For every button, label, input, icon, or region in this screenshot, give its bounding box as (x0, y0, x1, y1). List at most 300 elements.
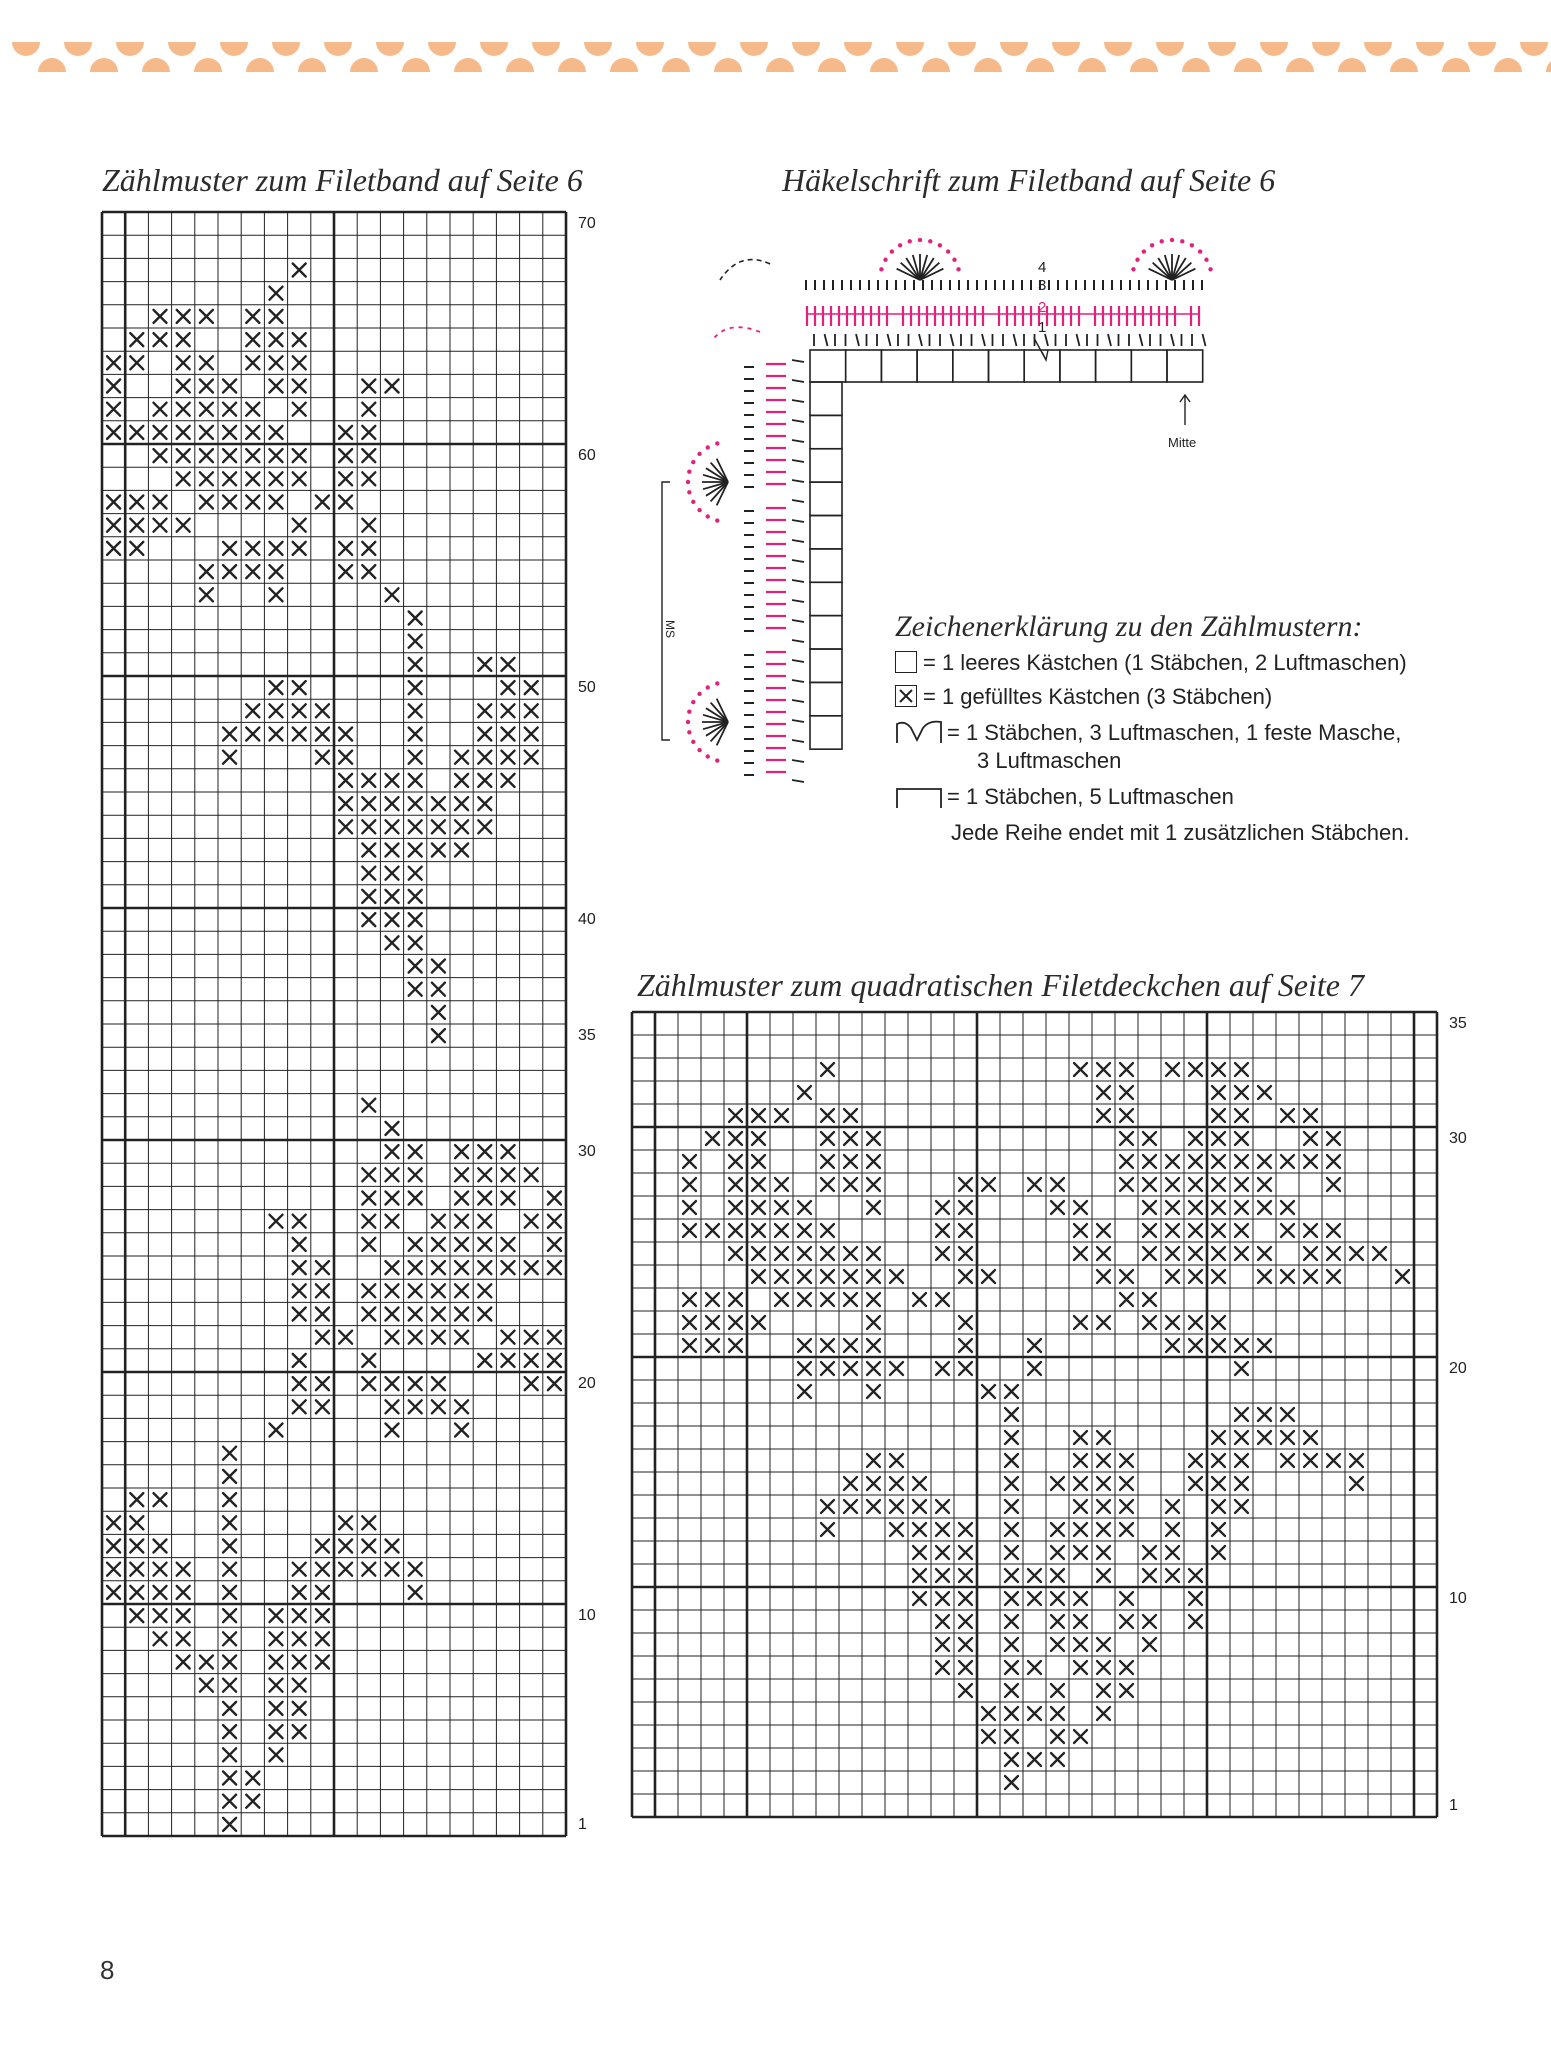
chart2-filled-cell (1258, 1247, 1271, 1260)
chart1-filled-cell (293, 519, 306, 532)
border-scallop (636, 42, 664, 56)
chart1-filled-cell (386, 1563, 399, 1576)
chart1-filled-cell (270, 704, 283, 717)
chart1-filled-cell (525, 728, 538, 741)
chart2-filled-cell (1189, 1247, 1202, 1260)
chart2-filled-cell (1258, 1431, 1271, 1444)
border-scallop (1260, 42, 1288, 56)
border-scallop (428, 42, 456, 56)
chart2-filled-cell (821, 1109, 834, 1122)
crochet-vertical-box (810, 549, 842, 582)
chart1-filled-cell (362, 890, 375, 903)
chart2-filled-cell (867, 1132, 880, 1145)
chart2-filled-cell (844, 1109, 857, 1122)
chart2-filled-cell (1327, 1270, 1340, 1283)
chart2-filled-cell (844, 1362, 857, 1375)
chart1-filled-cell (455, 1238, 468, 1251)
chart1-filled-cell (409, 1400, 422, 1413)
chart2-filled-cell (1235, 1155, 1248, 1168)
chart2-grid (630, 1010, 1490, 1850)
chart1-filled-cell (478, 704, 491, 717)
chart1-filled-cell (409, 1261, 422, 1274)
chart1-filled-cell (107, 380, 120, 393)
crochet-side-row1 (792, 400, 804, 402)
chart1-filled-cell (409, 890, 422, 903)
border-scallop (766, 58, 794, 72)
chart1-filled-cell (386, 1424, 399, 1437)
chart2-filled-cell (867, 1178, 880, 1191)
border-scallop (714, 58, 742, 72)
chart1-filled-cell (362, 519, 375, 532)
chart1-filled-cell (409, 844, 422, 857)
chart2-filled-cell (821, 1293, 834, 1306)
chart1-filled-cell (409, 1284, 422, 1297)
chart2-filled-cell (959, 1270, 972, 1283)
chart1-filled-cell (293, 542, 306, 555)
chart2-filled-cell (821, 1362, 834, 1375)
chart1-filled-cell (270, 380, 283, 393)
chart1-filled-cell (455, 820, 468, 833)
border-scallop (1546, 58, 1551, 72)
chart2-axis-label: 30 (1449, 1130, 1467, 1147)
border-scallop (506, 58, 534, 72)
chart1-filled-cell (362, 844, 375, 857)
border-scallop (896, 42, 924, 56)
chart2-filled-cell (1005, 1776, 1018, 1789)
chart1-filled-cell (432, 1308, 445, 1321)
crochet-side-row1 (792, 480, 804, 482)
chart2-filled-cell (1074, 1063, 1087, 1076)
chart1-filled-cell (386, 1168, 399, 1181)
chart2-filled-cell (1235, 1500, 1248, 1513)
chart1-filled-cell (455, 751, 468, 764)
chart2-filled-cell (1166, 1316, 1179, 1329)
chart2-filled-cell (1074, 1523, 1087, 1536)
chart1-filled-cell (409, 1168, 422, 1181)
chart1-filled-cell (362, 797, 375, 810)
chart1-filled-cell (386, 1192, 399, 1205)
chart1-filled-cell (246, 333, 259, 346)
chart2-filled-cell (1074, 1546, 1087, 1559)
chart2-filled-cell (1097, 1500, 1110, 1513)
chart2-filled-cell (1120, 1684, 1133, 1697)
chart1-filled-cell (502, 1354, 515, 1367)
border-scallop (1130, 58, 1158, 72)
border-scallop (688, 42, 716, 56)
chart2-filled-cell (1074, 1661, 1087, 1674)
chart1-filled-cell (432, 1215, 445, 1228)
chart1-filled-cell (177, 380, 190, 393)
chart1-filled-cell (525, 1168, 538, 1181)
chart2-filled-cell (913, 1500, 926, 1513)
chart2-filled-cell (1005, 1385, 1018, 1398)
chart1-filled-cell (362, 774, 375, 787)
chart1-filled-cell (270, 565, 283, 578)
chart1-filled-cell (386, 380, 399, 393)
chart2-filled-cell (844, 1270, 857, 1283)
chart2-filled-cell (1005, 1546, 1018, 1559)
chart1-axis-label: 35 (578, 1027, 596, 1044)
chart1-filled-cell (386, 1122, 399, 1135)
chart2-filled-cell (1097, 1316, 1110, 1329)
chart2-filled-cell (1120, 1293, 1133, 1306)
chart2-filled-cell (729, 1247, 742, 1260)
chart2-filled-cell (1304, 1431, 1317, 1444)
chart2-filled-cell (1281, 1431, 1294, 1444)
chart1-filled-cell (130, 519, 143, 532)
chart1-filled-cell (409, 1238, 422, 1251)
chart2-axis-label: 35 (1449, 1015, 1467, 1032)
crochet-side-row1 (792, 780, 804, 782)
chart1-filled-cell (293, 1261, 306, 1274)
chart2-filled-cell (1120, 1615, 1133, 1628)
chart2-filled-cell (1396, 1270, 1409, 1283)
chart2-filled-cell (1304, 1270, 1317, 1283)
chart1-filled-cell (293, 403, 306, 416)
chart1-filled-cell (455, 1215, 468, 1228)
border-scallop (324, 42, 352, 56)
crochet-vertical-box (810, 482, 842, 515)
chart1-filled-cell (293, 681, 306, 694)
chart2-filled-cell (1097, 1684, 1110, 1697)
crochet-side-row1 (792, 600, 804, 602)
chart2-filled-cell (729, 1132, 742, 1145)
chart2-filled-cell (890, 1270, 903, 1283)
chart2-filled-cell (1235, 1362, 1248, 1375)
crochet-row1-stitch (1171, 334, 1174, 346)
chart2-filled-cell (798, 1385, 811, 1398)
chart2-filled-cell (1189, 1270, 1202, 1283)
chart1-filled-cell (339, 1563, 352, 1576)
chart2-filled-cell (1120, 1523, 1133, 1536)
border-scallop (194, 58, 222, 72)
chart1-filled-cell (386, 797, 399, 810)
chart2-filled-cell (683, 1224, 696, 1237)
legend-text-picot: = 1 Stäbchen, 3 Luftmaschen, 1 feste Masche, (947, 720, 1402, 745)
chart1-filled-cell (362, 1540, 375, 1553)
chart2-filled-cell (798, 1270, 811, 1283)
chart2-filled-cell (1028, 1339, 1041, 1352)
chart2-filled-cell (752, 1155, 765, 1168)
legend-text-filled: = 1 gefülltes Kästchen (3 Stäbchen) (923, 684, 1273, 709)
chart1-filled-cell (177, 449, 190, 462)
chart1-filled-cell (432, 844, 445, 857)
chart1-filled-cell (293, 704, 306, 717)
chart1-filled-cell (362, 1354, 375, 1367)
chart2-filled-cell (1304, 1109, 1317, 1122)
chart2-filled-cell (821, 1063, 834, 1076)
chart2-filled-cell (1120, 1661, 1133, 1674)
chart2-filled-cell (1051, 1638, 1064, 1651)
chart1-filled-cell (478, 1261, 491, 1274)
chart1-filled-cell (177, 1609, 190, 1622)
chart2-filled-cell (1143, 1224, 1156, 1237)
border-scallop (376, 42, 404, 56)
chart1-filled-cell (409, 820, 422, 833)
chart1-filled-cell (130, 1516, 143, 1529)
chart2-filled-cell (1212, 1155, 1225, 1168)
chart1-filled-cell (130, 496, 143, 509)
chart2-filled-cell (1097, 1638, 1110, 1651)
chart2-filled-cell (1235, 1339, 1248, 1352)
chart1-filled-cell (177, 1586, 190, 1599)
chart1-grid (100, 210, 620, 1850)
crochet-side-row1 (792, 580, 804, 582)
chart1-filled-cell (502, 774, 515, 787)
chart2-filled-cell (1327, 1132, 1340, 1145)
chart1-filled-cell (339, 449, 352, 462)
chart2-filled-cell (1212, 1132, 1225, 1145)
chart1-filled-cell (432, 983, 445, 996)
border-scallop (662, 58, 690, 72)
chart2-filled-cell (1143, 1155, 1156, 1168)
chart2-filled-cell (913, 1592, 926, 1605)
chart2-filled-cell (1212, 1339, 1225, 1352)
chart1-filled-cell (177, 426, 190, 439)
chart1-filled-cell (362, 1516, 375, 1529)
chart1-filled-cell (362, 1238, 375, 1251)
chart1-filled-cell (386, 1215, 399, 1228)
chart1-filled-cell (154, 519, 167, 532)
chart2-filled-cell (936, 1569, 949, 1582)
border-scallop (818, 58, 846, 72)
crochet-row1-stitch (856, 334, 859, 346)
chart2-filled-cell (890, 1500, 903, 1513)
chart1-filled-cell (270, 310, 283, 323)
border-scallop (480, 42, 508, 56)
chart1-filled-cell (270, 1679, 283, 1692)
chart1-filled-cell (293, 1679, 306, 1692)
chart2-filled-cell (1074, 1500, 1087, 1513)
chart2-filled-cell (1212, 1178, 1225, 1191)
chart1-filled-cell (502, 1168, 515, 1181)
chart1-filled-cell (386, 1284, 399, 1297)
chart2-filled-cell (1166, 1063, 1179, 1076)
chart2-axis-label: 20 (1449, 1360, 1467, 1377)
crochet-side-row1 (792, 440, 804, 442)
crochet-side-row1 (792, 700, 804, 702)
chart2-filled-cell (752, 1270, 765, 1283)
chart1-filled-cell (107, 1586, 120, 1599)
chart2-filled-cell (1258, 1408, 1271, 1421)
chart2-filled-cell (706, 1132, 719, 1145)
crochet-corner-arc (720, 260, 770, 280)
chart1-filled-cell (246, 565, 259, 578)
legend-row-picot-cont (895, 748, 1455, 784)
chart2-filled-cell (1166, 1569, 1179, 1582)
chart2-filled-cell (1051, 1477, 1064, 1490)
chart1-filled-cell (200, 565, 213, 578)
chart1-filled-cell (478, 1215, 491, 1228)
chart1-filled-cell (409, 1586, 422, 1599)
chart1-filled-cell (107, 519, 120, 532)
chart2-filled-cell (890, 1523, 903, 1536)
border-scallop (1000, 42, 1028, 56)
chart2-title: Zählmuster zum quadratischen Filetdeckchen auf Seite 7 (637, 967, 1364, 1003)
chart1-filled-cell (177, 310, 190, 323)
chart1-filled-cell (223, 380, 236, 393)
chart2-filled-cell (683, 1178, 696, 1191)
chart1-filled-cell (223, 1656, 236, 1669)
chart2-filled-cell (936, 1201, 949, 1214)
chart1-filled-cell (293, 1586, 306, 1599)
chart1-filled-cell (455, 1284, 468, 1297)
crochet-side-row1 (792, 720, 804, 722)
chart1-filled-cell (386, 936, 399, 949)
chart1-filled-cell (107, 403, 120, 416)
chart1-filled-cell (130, 1540, 143, 1553)
chart1-filled-cell (455, 1424, 468, 1437)
crochet-vertical-box (810, 582, 842, 615)
chart2-filled-cell (867, 1270, 880, 1283)
chart2-filled-cell (821, 1247, 834, 1260)
chart2-filled-cell (982, 1730, 995, 1743)
chart1-filled-cell (525, 681, 538, 694)
chart1-filled-cell (154, 1540, 167, 1553)
chart2-filled-cell (729, 1339, 742, 1352)
chart2-filled-cell (1074, 1454, 1087, 1467)
chart1-filled-cell (270, 1632, 283, 1645)
chart2-filled-cell (959, 1178, 972, 1191)
chart2-filled-cell (959, 1316, 972, 1329)
chart2-filled-cell (1120, 1477, 1133, 1490)
chart1-filled-cell (316, 1609, 329, 1622)
chart2-filled-cell (798, 1247, 811, 1260)
chart2-filled-cell (1051, 1684, 1064, 1697)
chart2-filled-cell (1258, 1270, 1271, 1283)
chart2-filled-cell (1212, 1270, 1225, 1283)
chart2-filled-cell (1166, 1224, 1179, 1237)
chart1-filled-cell (130, 426, 143, 439)
crochet-fan (686, 441, 728, 522)
crochet-fan (686, 681, 728, 762)
chart1-filled-cell (316, 1563, 329, 1576)
crochet-horizontal-box (881, 350, 917, 382)
chart2-filled-cell (1212, 1086, 1225, 1099)
crochet-vertical-box (810, 649, 842, 682)
chart1-filled-cell (293, 1632, 306, 1645)
chart1-filled-cell (339, 728, 352, 741)
empty-square-icon (895, 651, 917, 673)
chart1-filled-cell (200, 310, 213, 323)
chart1-filled-cell (409, 658, 422, 671)
border-scallop (740, 42, 768, 56)
chart1-filled-cell (548, 1215, 561, 1228)
chart2-filled-cell (1028, 1707, 1041, 1720)
crochet-vertical-box (810, 716, 842, 749)
crochet-side-row1 (792, 680, 804, 682)
chart1-title: Zählmuster zum Filetband auf Seite 6 (102, 162, 583, 198)
chart1-axis-label: 40 (578, 911, 596, 928)
chart1-filled-cell (270, 287, 283, 300)
chart2-filled-cell (1327, 1224, 1340, 1237)
chart2-filled-cell (1258, 1178, 1271, 1191)
chart1-filled-cell (409, 913, 422, 926)
chart1-filled-cell (362, 403, 375, 416)
crochet-horizontal-box (1060, 350, 1096, 382)
chart1-filled-cell (525, 1377, 538, 1390)
chart2-filled-cell (1166, 1339, 1179, 1352)
chart1-filled-cell (293, 449, 306, 462)
chart1-filled-cell (223, 565, 236, 578)
chart2-filled-cell (1005, 1753, 1018, 1766)
chart1-filled-cell (362, 1215, 375, 1228)
chart1-filled-cell (177, 519, 190, 532)
chart2-filled-cell (913, 1523, 926, 1536)
crochet-horizontal-box (1131, 350, 1167, 382)
chart2-filled-cell (1074, 1638, 1087, 1651)
chart1-filled-cell (223, 1470, 236, 1483)
crochet-side-row1 (792, 360, 804, 362)
chart1-filled-cell (246, 496, 259, 509)
crochet-horizontal-box (846, 350, 882, 382)
filled-square-icon (895, 685, 917, 707)
chart2-filled-cell (1005, 1431, 1018, 1444)
border-scallop (584, 42, 612, 56)
chart2-filled-cell (1051, 1523, 1064, 1536)
chart2-filled-cell (1028, 1569, 1041, 1582)
chart1-filled-cell (386, 774, 399, 787)
chart2-filled-cell (936, 1224, 949, 1237)
chart1-filled-cell (432, 1029, 445, 1042)
chart1-filled-cell (362, 1284, 375, 1297)
legend-text-picot-cont: 3 Luftmaschen (977, 748, 1122, 773)
chart1-filled-cell (339, 426, 352, 439)
chart2-filled-cell (1097, 1523, 1110, 1536)
chart2-filled-cell (1189, 1155, 1202, 1168)
crochet-side-row1 (792, 540, 804, 542)
chart1-filled-cell (409, 774, 422, 787)
chart2-filled-cell (844, 1477, 857, 1490)
chart2-filled-cell (775, 1293, 788, 1306)
crochet-side-row1 (792, 640, 804, 642)
chart2-filled-cell (844, 1500, 857, 1513)
chart2-filled-cell (1120, 1454, 1133, 1467)
chart1-filled-cell (409, 635, 422, 648)
chart2-filled-cell (1281, 1270, 1294, 1283)
chart1-filled-cell (478, 1145, 491, 1158)
border-scallop (454, 58, 482, 72)
border-scallop (532, 42, 560, 56)
chart2-filled-cell (1235, 1132, 1248, 1145)
chart1-filled-cell (223, 1772, 236, 1785)
border-scallop (1234, 58, 1262, 72)
chart2-filled-cell (752, 1109, 765, 1122)
chart1-filled-cell (386, 844, 399, 857)
chart1-filled-cell (130, 1563, 143, 1576)
chart2-filled-cell (844, 1293, 857, 1306)
chart2-filled-cell (936, 1661, 949, 1674)
chart1-filled-cell (107, 1516, 120, 1529)
chart2-filled-cell (1120, 1109, 1133, 1122)
chart1-filled-cell (316, 751, 329, 764)
chart1-filled-cell (409, 612, 422, 625)
chart2-filled-cell (1143, 1132, 1156, 1145)
crochet-horizontal-box (1096, 350, 1132, 382)
crochet-horizontal-box (810, 350, 846, 382)
chart2-filled-cell (1097, 1661, 1110, 1674)
chart2-filled-cell (1304, 1247, 1317, 1260)
chart1-filled-cell (432, 820, 445, 833)
chart2-filled-cell (1235, 1086, 1248, 1099)
chart1-filled-cell (548, 1331, 561, 1344)
chart1-filled-cell (339, 774, 352, 787)
crochet-side-row1 (792, 660, 804, 662)
chart2-filled-cell (1005, 1730, 1018, 1743)
chart1-filled-cell (362, 426, 375, 439)
chart2-filled-cell (752, 1316, 765, 1329)
chart2-filled-cell (1097, 1270, 1110, 1283)
